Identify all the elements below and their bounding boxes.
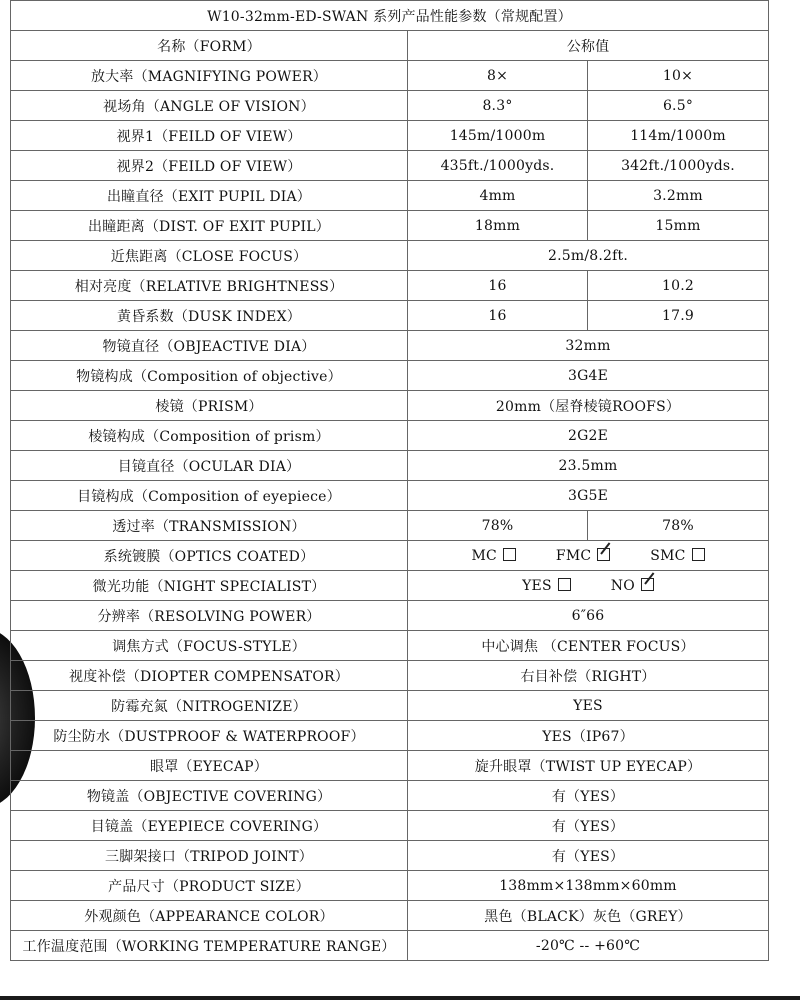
- option-item: [522, 578, 571, 594]
- row-label: 产品尺寸（PRODUCT SIZE）: [11, 871, 408, 901]
- row-value-10x: 3.2mm: [588, 181, 769, 211]
- table-row: [11, 721, 769, 751]
- row-label: 目镜盖（EYEPIECE COVERING）: [11, 811, 408, 841]
- table-row: [11, 631, 769, 661]
- row-label: 目镜直径（OCULAR DIA）: [11, 451, 408, 481]
- option-label: NO: [610, 577, 635, 594]
- row-value-8x: 145m/1000m: [408, 121, 588, 151]
- row-value: YES（IP67）: [408, 721, 769, 751]
- row-label: 放大率（MAGNIFYING POWER）: [11, 61, 408, 91]
- table-row: [11, 691, 769, 721]
- option-label: YES: [522, 577, 552, 594]
- title-row: [11, 1, 769, 31]
- table-row: [11, 481, 769, 511]
- row-value-10x: 10×: [588, 61, 769, 91]
- row-label: 透过率（TRANSMISSION）: [11, 511, 408, 541]
- option-label: FMC: [555, 547, 592, 564]
- table-row: [11, 241, 769, 271]
- header-row: [11, 31, 769, 61]
- checkbox-empty-icon: [558, 578, 571, 591]
- option-item: [556, 548, 610, 564]
- row-label: 防尘防水（DUSTPROOF & WATERPROOF）: [11, 721, 408, 751]
- row-value: 6″66: [408, 601, 769, 631]
- row-label: 视度补偿（DIOPTER COMPENSATOR）: [11, 661, 408, 691]
- checkbox-checked-icon: [597, 548, 610, 561]
- row-value-8x: 16: [408, 271, 588, 301]
- checkbox-checked-icon: [641, 578, 654, 591]
- table-row: [11, 421, 769, 451]
- table-row: [11, 511, 769, 541]
- table-row: [11, 151, 769, 181]
- table-row: [11, 751, 769, 781]
- table-row: [11, 181, 769, 211]
- table-row: [11, 571, 769, 601]
- row-options: [408, 571, 769, 601]
- row-value: -20℃ -- +60℃: [408, 931, 769, 961]
- table-row: [11, 901, 769, 931]
- row-value: 右目补偿（RIGHT）: [408, 661, 769, 691]
- row-value: 20mm（屋脊棱镜ROOFS）: [408, 391, 769, 421]
- row-value-8x: 78%: [408, 511, 588, 541]
- row-value-8x: 4mm: [408, 181, 588, 211]
- table-row: [11, 841, 769, 871]
- option-item: [611, 578, 654, 594]
- row-label: 视界1（FEILD OF VIEW）: [11, 121, 408, 151]
- row-label: 视场角（ANGLE OF VISION）: [11, 91, 408, 121]
- checkbox-empty-icon: [503, 548, 516, 561]
- row-label: 视界2（FEILD OF VIEW）: [11, 151, 408, 181]
- row-value: 中心调焦 （CENTER FOCUS）: [408, 631, 769, 661]
- row-options: [408, 541, 769, 571]
- row-value: 有（YES）: [408, 841, 769, 871]
- row-label: 目镜构成（Composition of eyepiece）: [11, 481, 408, 511]
- row-value: 23.5mm: [408, 451, 769, 481]
- row-value-10x: 15mm: [588, 211, 769, 241]
- option-item: [471, 548, 515, 564]
- row-label: 棱镜构成（Composition of prism）: [11, 421, 408, 451]
- table-title: W10-32mm-ED-SWAN 系列产品性能参数（常规配置）: [11, 1, 769, 31]
- table-row: [11, 61, 769, 91]
- option-item: [650, 548, 704, 564]
- row-label: 近焦距离（CLOSE FOCUS）: [11, 241, 408, 271]
- table-row: [11, 661, 769, 691]
- row-label: 分辨率（RESOLVING POWER）: [11, 601, 408, 631]
- row-value-8x: 435ft./1000yds.: [408, 151, 588, 181]
- header-name: 名称（FORM）: [11, 31, 408, 61]
- row-label: 外观颜色（APPEARANCE COLOR）: [11, 901, 408, 931]
- row-value: 3G4E: [408, 361, 769, 391]
- row-value-10x: 114m/1000m: [588, 121, 769, 151]
- table-row: [11, 121, 769, 151]
- row-value: 3G5E: [408, 481, 769, 511]
- table-row: [11, 91, 769, 121]
- row-label: 物镜盖（OBJECTIVE COVERING）: [11, 781, 408, 811]
- row-value: 2.5m/8.2ft.: [408, 241, 769, 271]
- row-label: 物镜直径（OBJEACTIVE DIA）: [11, 331, 408, 361]
- option-label: SMC: [650, 547, 686, 564]
- spec-table: [10, 0, 769, 961]
- table-row: [11, 931, 769, 961]
- row-value-10x: 17.9: [588, 301, 769, 331]
- row-value-8x: 16: [408, 301, 588, 331]
- row-label: 三脚架接口（TRIPOD JOINT）: [11, 841, 408, 871]
- table-row: [11, 301, 769, 331]
- row-value-10x: 10.2: [588, 271, 769, 301]
- table-row: [11, 541, 769, 571]
- row-label: 系统镀膜（OPTICS COATED）: [11, 541, 408, 571]
- row-value: 旋升眼罩（TWIST UP EYECAP）: [408, 751, 769, 781]
- row-label: 工作温度范围（WORKING TEMPERATURE RANGE）: [11, 931, 408, 961]
- option-label: MC: [471, 547, 497, 564]
- row-label: 调焦方式（FOCUS-STYLE）: [11, 631, 408, 661]
- row-label: 微光功能（NIGHT SPECIALIST）: [11, 571, 408, 601]
- row-value: 2G2E: [408, 421, 769, 451]
- checkbox-empty-icon: [692, 548, 705, 561]
- table-row: [11, 361, 769, 391]
- bottom-border: [0, 996, 800, 1000]
- row-value-8x: 18mm: [408, 211, 588, 241]
- table-row: [11, 871, 769, 901]
- row-value-8x: 8.3°: [408, 91, 588, 121]
- row-value-8x: 8×: [408, 61, 588, 91]
- row-label: 相对亮度（RELATIVE BRIGHTNESS）: [11, 271, 408, 301]
- row-label: 黄昏系数（DUSK INDEX）: [11, 301, 408, 331]
- table-row: [11, 331, 769, 361]
- table-row: [11, 811, 769, 841]
- table-row: [11, 781, 769, 811]
- row-value-10x: 6.5°: [588, 91, 769, 121]
- table-row: [11, 271, 769, 301]
- row-label: 物镜构成（Composition of objective）: [11, 361, 408, 391]
- table-row: [11, 601, 769, 631]
- table-row: [11, 451, 769, 481]
- row-value: 有（YES）: [408, 811, 769, 841]
- row-value-10x: 78%: [588, 511, 769, 541]
- row-value: 黑色（BLACK）灰色（GREY）: [408, 901, 769, 931]
- row-label: 出瞳距离（DIST. OF EXIT PUPIL）: [11, 211, 408, 241]
- row-label: 防霉充氮（NITROGENIZE）: [11, 691, 408, 721]
- table-row: [11, 391, 769, 421]
- row-value: 32mm: [408, 331, 769, 361]
- row-value: YES: [408, 691, 769, 721]
- row-label: 棱镜（PRISM）: [11, 391, 408, 421]
- row-value-10x: 342ft./1000yds.: [588, 151, 769, 181]
- header-value: 公称值: [408, 31, 769, 61]
- table-row: [11, 211, 769, 241]
- row-value: 有（YES）: [408, 781, 769, 811]
- row-label: 出瞳直径（EXIT PUPIL DIA）: [11, 181, 408, 211]
- row-value: 138mm×138mm×60mm: [408, 871, 769, 901]
- row-label: 眼罩（EYECAP）: [11, 751, 408, 781]
